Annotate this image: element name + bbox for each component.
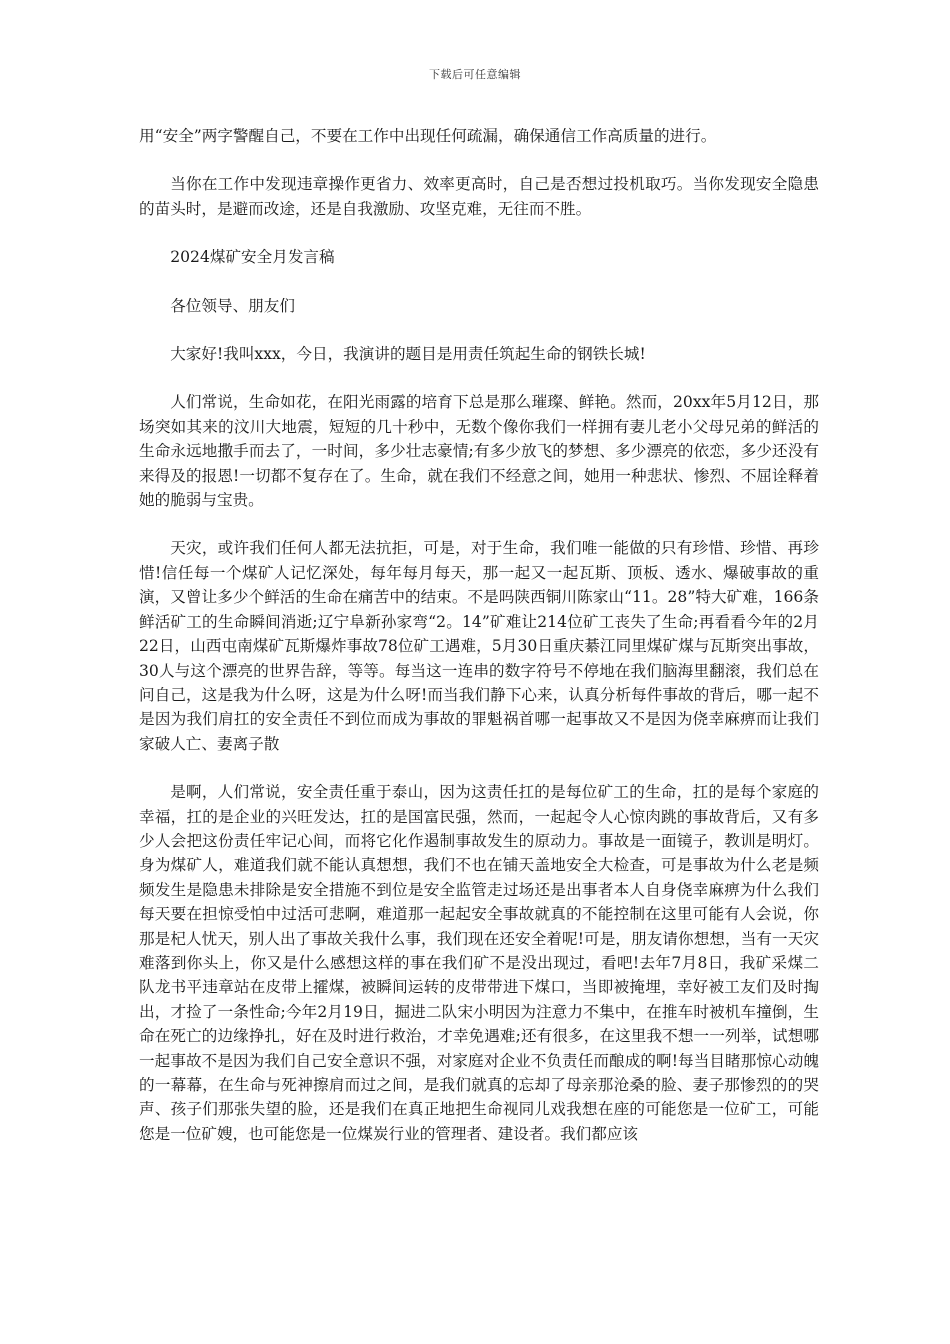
greeting: 大家好!我叫xxx，今日，我演讲的题目是用责任筑起生命的钢铁长城! bbox=[170, 345, 646, 364]
paragraph-7: 天灾，或许我们任何人都无法抗拒，可是，对于生命，我们唯一能做的只有珍惜、珍惜、再珍惜!信任每一个煤矿人记忆深处，每年每月每天，那一起又一起瓦斯、顶板、透水、爆破事故的重演，又曾让多少个鲜活的生命在痛苦中的结束。不是吗陕西铜川陈家山“11。28”特大矿难，166条鲜活矿工的生命瞬间消逝;辽宁阜新孙家弯“2。14”矿难让214位矿工丧失了生命;再看看今年的2月22日，山西屯南煤矿瓦斯爆炸事故78位矿工遇难，5月30日重庆綦江同里煤矿煤与瓦斯突出事故，30人与这个漂亮的世界告辞，等等。每当这一连串的数字符号不停地在我们脑海里翻滚，我们总在问自己，这是我为什么呀，这是为什么呀!而当我们静下心来，认真分析每件事故的背后，哪一起不是因为我们肩扛的安全责任不到位而成为事故的罪魁祸首哪一起事故又不是因为侥幸麻痹而让我们家破人亡、妻离子散 bbox=[139, 539, 819, 753]
paragraph-2: 当你在工作中发现违章操作更省力、效率更高时，自己是否想过投机取巧。当你发现安全隐患的苗头时，是避而改途，还是自我激励、攻坚克难，无往而不胜。 bbox=[139, 175, 819, 218]
salutation: 各位领导、朋友们 bbox=[170, 296, 295, 315]
page-header: 下载后可任意编辑 bbox=[429, 68, 521, 81]
speech-title: 2024煤矿安全月发言稿 bbox=[170, 248, 335, 267]
paragraph-8: 是啊，人们常说，安全责任重于泰山，因为这责任扛的是每位矿工的生命，扛的是每个家庭的幸福，扛的是企业的兴旺发达，扛的是国富民强，然而，一起起令人心惊肉跳的事故背后，又有多少人会把这份责任牢记心间，而将它化作遏制事故发生的原动力。事故是一面镜子，教训是明灯。身为煤矿人，难道我们就不能认真想想，我们不也在铺天盖地安全大检查，可是事故为什么老是频频发生是隐患未排除是安全措施不到位是安全监管走过场还是出事者本人自身侥幸麻痹为什么我们每天要在担惊受怕中过活可悲啊，难道那一起起安全事故就真的不能控制在这里可能有人会说，你那是杞人忧天，别人出了事故关我什么事，我们现在还安全着呢!可是，朋友请你想想，当有一天灾难落到你头上，你又是什么感想这样的事在我们矿不是没出现过，看吧!去年7月8日，我矿采煤二队龙书平违章站在皮带上攉煤，被瞬间运转的皮带带进下煤口，当即被掩埋，幸好被工友们及时掏出，才捡了一条性命;今年2月19日，掘进二队宋小明因为注意力不集中，在推车时被机车撞倒，生命在死亡的边缘挣扎，好在及时进行救治，才幸免遇难;还有很多，在这里我不想一一列举，试想哪一起事故不是因为我们自己安全意识不强，对家庭对企业不负责任而酿成的啊!每当目睹那惊心动魄的一幕幕，在生命与死神擦肩而过之间，是我们就真的忘却了母亲那沧桑的脸、妻子那惨烈的的哭声、孩子们那张失望的脸，还是我们在真正地把生命视同儿戏我想在座的可能您是一位矿工，可能您是一位矿嫂，也可能您是一位煤炭行业的管理者、建设者。我们都应该 bbox=[139, 783, 819, 1143]
paragraph-6: 人们常说，生命如花，在阳光雨露的培育下总是那么璀璨、鲜艳。然而，20xx年5月12日，那场突如其来的汶川大地震，短短的几十秒中，无数个像你我们一样拥有妻儿老小父母兄弟的鲜活的生命永远地撒手而去了，一时间，多少壮志豪情;有多少放飞的梦想、多少漂亮的依恋，多少还没有来得及的报恩!一切都不复存在了。生命，就在我们不经意之间，她用一种悲状、惨烈、不屈诠释着她的脆弱与宝贵。 bbox=[139, 393, 819, 510]
document-body bbox=[139, 124, 819, 1146]
paragraph-1: 用“安全”两字警醒自己，不要在工作中出现任何疏漏，确保通信工作高质量的进行。 bbox=[139, 127, 717, 145]
